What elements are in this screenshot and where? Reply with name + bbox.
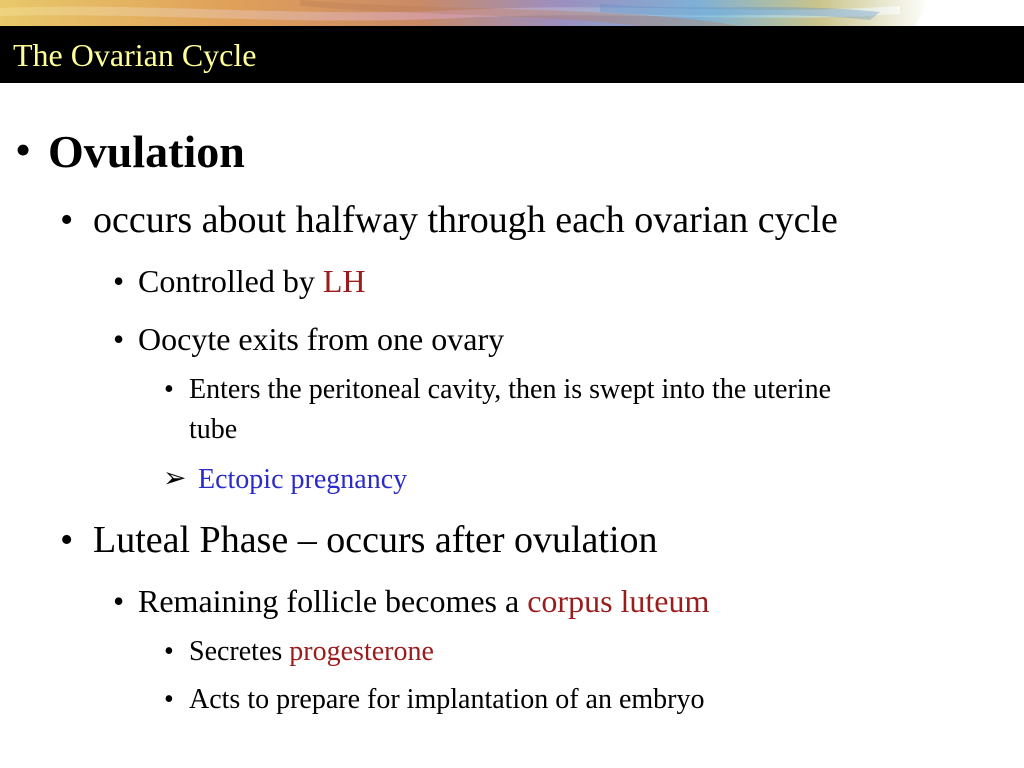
secretes-prefix: Secretes (189, 636, 290, 667)
point-acts-to-prepare: Acts to prepare for implantation of an embryo (189, 684, 705, 715)
decorative-banner-image (0, 0, 1024, 26)
bullet-icon: • (60, 199, 74, 241)
bullet-icon: • (164, 684, 174, 715)
point-secretes (189, 635, 434, 669)
bullet-icon: • (164, 374, 174, 405)
point-halfway: occurs about halfway through each ovarian cycle (93, 199, 838, 241)
bullet-icon: • (113, 321, 125, 357)
point-enters-line1: Enters the peritoneal cavity, then is swept into the uterine (189, 374, 831, 405)
controlled-prefix: Controlled by (138, 263, 323, 299)
term-corpus-luteum: corpus luteum (527, 583, 710, 619)
bullet-icon: • (164, 636, 174, 667)
point-ectopic-pregnancy: Ectopic pregnancy (198, 464, 408, 495)
term-progesterone: progesterone (289, 636, 434, 667)
arrow-bullet-icon: ➢ (163, 463, 187, 494)
bullet-icon: • (60, 519, 74, 561)
point-oocyte-exits: Oocyte exits from one ovary (138, 321, 505, 357)
banner-graphic (0, 0, 1024, 26)
bullet-icon: • (113, 263, 125, 299)
bullet-icon: • (15, 124, 32, 175)
point-remaining-follicle (138, 582, 709, 620)
point-controlled-by (138, 262, 366, 300)
remaining-prefix: Remaining follicle becomes a (138, 583, 528, 619)
slide-title: The Ovarian Cycle (13, 37, 257, 73)
heading-ovulation: Ovulation (48, 126, 245, 177)
bullet-icon: • (113, 583, 125, 619)
heading-luteal-phase: Luteal Phase – occurs after ovulation (93, 519, 658, 561)
term-lh: LH (322, 263, 366, 299)
point-enters-line2: tube (189, 414, 238, 445)
